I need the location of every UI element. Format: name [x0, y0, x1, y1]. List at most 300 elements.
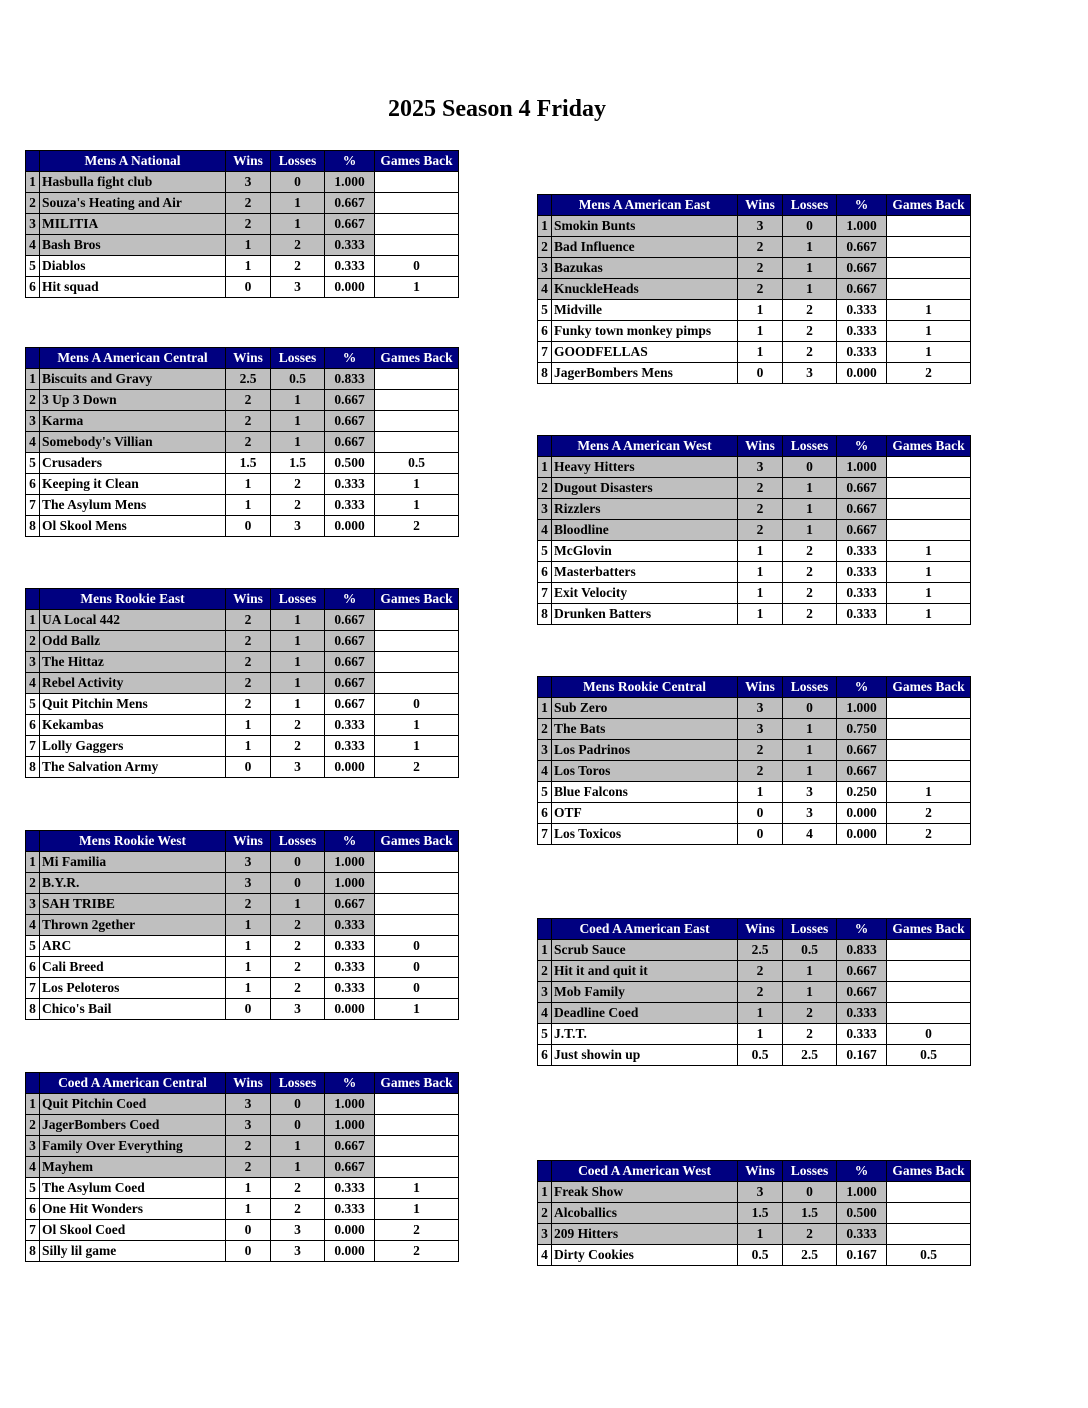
- table-row: [26, 610, 459, 631]
- header-wins: Wins: [226, 831, 271, 852]
- rank-cell: 1: [538, 940, 552, 961]
- pct-cell: 0.333: [325, 978, 375, 999]
- losses-cell: 2: [783, 541, 837, 562]
- pct-cell: 0.667: [325, 673, 375, 694]
- rank-cell: 6: [538, 562, 552, 583]
- rank-cell: 6: [26, 715, 40, 736]
- losses-cell: 1: [271, 1157, 325, 1178]
- games-back-cell: 2: [887, 363, 971, 384]
- team-name-cell: Bazukas: [552, 258, 738, 279]
- games-back-cell: [375, 369, 459, 390]
- header-row: [538, 677, 971, 698]
- games-back-cell: [887, 237, 971, 258]
- wins-cell: 3: [738, 457, 783, 478]
- wins-cell: 2: [226, 214, 271, 235]
- table-row: [26, 715, 459, 736]
- team-name-cell: Lolly Gaggers: [40, 736, 226, 757]
- losses-cell: 2: [271, 957, 325, 978]
- games-back-cell: 2: [375, 757, 459, 778]
- rank-cell: 6: [538, 321, 552, 342]
- header-pct: %: [837, 436, 887, 457]
- wins-cell: 1: [226, 936, 271, 957]
- table-row: [538, 237, 971, 258]
- team-name-cell: Midville: [552, 300, 738, 321]
- team-name-cell: GOODFELLAS: [552, 342, 738, 363]
- rank-cell: 5: [26, 453, 40, 474]
- team-name-cell: Hit it and quit it: [552, 961, 738, 982]
- header-pct: %: [837, 195, 887, 216]
- losses-cell: 1: [783, 258, 837, 279]
- losses-cell: 1: [271, 390, 325, 411]
- table-title: Mens Rookie East: [40, 589, 226, 610]
- pct-cell: 0.667: [325, 432, 375, 453]
- wins-cell: 2: [738, 258, 783, 279]
- team-name-cell: Rebel Activity: [40, 673, 226, 694]
- games-back-cell: [375, 852, 459, 873]
- team-name-cell: Freak Show: [552, 1182, 738, 1203]
- games-back-cell: [375, 873, 459, 894]
- pct-cell: 0.667: [837, 982, 887, 1003]
- team-name-cell: 3 Up 3 Down: [40, 390, 226, 411]
- team-name-cell: Sub Zero: [552, 698, 738, 719]
- team-name-cell: Los Toxicos: [552, 824, 738, 845]
- rank-cell: 2: [538, 719, 552, 740]
- rank-cell: 2: [26, 631, 40, 652]
- rank-cell: 3: [538, 982, 552, 1003]
- games-back-cell: [887, 961, 971, 982]
- pct-cell: 0.667: [837, 740, 887, 761]
- team-name-cell: MILITIA: [40, 214, 226, 235]
- games-back-cell: 0: [375, 694, 459, 715]
- header-row: [538, 919, 971, 940]
- table-row: [538, 1182, 971, 1203]
- games-back-cell: [887, 216, 971, 237]
- wins-cell: 1: [738, 562, 783, 583]
- table-title: Mens Rookie Central: [552, 677, 738, 698]
- table-row: [26, 214, 459, 235]
- pct-cell: 0.167: [837, 1245, 887, 1266]
- team-name-cell: UA Local 442: [40, 610, 226, 631]
- losses-cell: 2: [783, 342, 837, 363]
- table-row: [538, 258, 971, 279]
- losses-cell: 0: [783, 216, 837, 237]
- pct-cell: 0.667: [325, 1136, 375, 1157]
- team-name-cell: Odd Ballz: [40, 631, 226, 652]
- table-row: [26, 1115, 459, 1136]
- losses-cell: 1: [783, 499, 837, 520]
- wins-cell: 2: [226, 694, 271, 715]
- team-name-cell: Deadline Coed: [552, 1003, 738, 1024]
- pct-cell: 0.667: [837, 961, 887, 982]
- table-row: [26, 193, 459, 214]
- pct-cell: 1.000: [325, 1094, 375, 1115]
- team-name-cell: Somebody's Villian: [40, 432, 226, 453]
- rank-cell: 7: [26, 736, 40, 757]
- team-name-cell: Diablos: [40, 256, 226, 277]
- rank-cell: 2: [26, 390, 40, 411]
- header-rank-cell: [26, 1073, 40, 1094]
- team-name-cell: Alcoballics: [552, 1203, 738, 1224]
- team-name-cell: KnuckleHeads: [552, 279, 738, 300]
- table-row: [26, 736, 459, 757]
- rank-cell: 7: [538, 824, 552, 845]
- table-row: [26, 873, 459, 894]
- rank-cell: 5: [538, 782, 552, 803]
- rank-cell: 5: [26, 1178, 40, 1199]
- pct-cell: 0.333: [325, 715, 375, 736]
- pct-cell: 0.333: [837, 300, 887, 321]
- pct-cell: 0.500: [325, 453, 375, 474]
- table-row: [26, 1199, 459, 1220]
- losses-cell: 2: [271, 736, 325, 757]
- losses-cell: 2: [271, 235, 325, 256]
- rank-cell: 8: [26, 999, 40, 1020]
- header-wins: Wins: [738, 1161, 783, 1182]
- table-row: [538, 824, 971, 845]
- rank-cell: 1: [26, 1094, 40, 1115]
- games-back-cell: 1: [887, 782, 971, 803]
- games-back-cell: [375, 1115, 459, 1136]
- games-back-cell: 0.5: [375, 453, 459, 474]
- table-row: [26, 411, 459, 432]
- table-row: [538, 541, 971, 562]
- rank-cell: 5: [26, 936, 40, 957]
- losses-cell: 2: [783, 321, 837, 342]
- wins-cell: 2: [738, 520, 783, 541]
- table-row: [26, 256, 459, 277]
- losses-cell: 1: [271, 652, 325, 673]
- pct-cell: 0.333: [325, 256, 375, 277]
- header-losses: Losses: [783, 436, 837, 457]
- games-back-cell: [375, 193, 459, 214]
- wins-cell: 1.5: [226, 453, 271, 474]
- pct-cell: 0.000: [325, 277, 375, 298]
- table-title: Mens A American West: [552, 436, 738, 457]
- header-rank-cell: [26, 589, 40, 610]
- wins-cell: 2: [226, 610, 271, 631]
- pct-cell: 1.000: [837, 698, 887, 719]
- table-mens-a-american-west: [537, 435, 971, 625]
- losses-cell: 1.5: [783, 1203, 837, 1224]
- wins-cell: 2: [738, 761, 783, 782]
- table-row: [26, 516, 459, 537]
- table-row: [538, 782, 971, 803]
- games-back-cell: 2: [375, 1220, 459, 1241]
- wins-cell: 1: [738, 300, 783, 321]
- team-name-cell: Ol Skool Coed: [40, 1220, 226, 1241]
- games-back-cell: 1: [887, 342, 971, 363]
- table-title: Mens A American Central: [40, 348, 226, 369]
- wins-cell: 1: [226, 915, 271, 936]
- wins-cell: 2: [226, 390, 271, 411]
- pct-cell: 0.667: [837, 520, 887, 541]
- rank-cell: 1: [26, 852, 40, 873]
- team-name-cell: Cali Breed: [40, 957, 226, 978]
- games-back-cell: [887, 698, 971, 719]
- table-row: [26, 652, 459, 673]
- games-back-cell: [375, 235, 459, 256]
- losses-cell: 0: [783, 698, 837, 719]
- table-row: [26, 852, 459, 873]
- losses-cell: 2.5: [783, 1245, 837, 1266]
- pct-cell: 0.000: [325, 999, 375, 1020]
- pct-cell: 0.000: [837, 803, 887, 824]
- table-row: [26, 1220, 459, 1241]
- team-name-cell: Drunken Batters: [552, 604, 738, 625]
- header-pct: %: [837, 919, 887, 940]
- header-losses: Losses: [271, 1073, 325, 1094]
- pct-cell: 0.667: [325, 214, 375, 235]
- team-name-cell: Rizzlers: [552, 499, 738, 520]
- table-row: [26, 978, 459, 999]
- games-back-cell: 2: [887, 803, 971, 824]
- wins-cell: 0: [226, 999, 271, 1020]
- team-name-cell: Silly lil game: [40, 1241, 226, 1262]
- table-row: [538, 457, 971, 478]
- wins-cell: 3: [226, 1094, 271, 1115]
- losses-cell: 3: [271, 757, 325, 778]
- games-back-cell: [887, 478, 971, 499]
- pct-cell: 0.667: [325, 610, 375, 631]
- games-back-cell: [375, 652, 459, 673]
- team-name-cell: The Asylum Mens: [40, 495, 226, 516]
- losses-cell: 2: [783, 1024, 837, 1045]
- table-row: [538, 300, 971, 321]
- losses-cell: 1: [783, 719, 837, 740]
- pct-cell: 0.333: [325, 936, 375, 957]
- header-losses: Losses: [783, 919, 837, 940]
- losses-cell: 3: [271, 999, 325, 1020]
- losses-cell: 2.5: [783, 1045, 837, 1066]
- header-losses: Losses: [271, 831, 325, 852]
- losses-cell: 3: [783, 803, 837, 824]
- table-row: [538, 363, 971, 384]
- games-back-cell: [375, 673, 459, 694]
- games-back-cell: [375, 390, 459, 411]
- rank-cell: 2: [538, 237, 552, 258]
- standings-table: [537, 676, 971, 845]
- losses-cell: 1: [271, 631, 325, 652]
- header-rank-cell: [26, 831, 40, 852]
- losses-cell: 1: [783, 279, 837, 300]
- table-mens-rookie-central: [537, 676, 971, 845]
- team-name-cell: 209 Hitters: [552, 1224, 738, 1245]
- losses-cell: 2: [271, 474, 325, 495]
- header-rank-cell: [26, 348, 40, 369]
- pct-cell: 0.667: [837, 237, 887, 258]
- header-pct: %: [325, 831, 375, 852]
- team-name-cell: OTF: [552, 803, 738, 824]
- team-name-cell: Quit Pitchin Coed: [40, 1094, 226, 1115]
- header-row: [538, 436, 971, 457]
- wins-cell: 1: [738, 321, 783, 342]
- team-name-cell: Bad Influence: [552, 237, 738, 258]
- games-back-cell: [887, 719, 971, 740]
- rank-cell: 4: [26, 432, 40, 453]
- losses-cell: 0: [271, 1115, 325, 1136]
- wins-cell: 2: [738, 237, 783, 258]
- header-pct: %: [325, 151, 375, 172]
- losses-cell: 1: [783, 478, 837, 499]
- pct-cell: 0.000: [325, 757, 375, 778]
- standings-table: [537, 918, 971, 1066]
- rank-cell: 1: [26, 369, 40, 390]
- games-back-cell: 1: [887, 541, 971, 562]
- rank-cell: 5: [538, 300, 552, 321]
- table-title: Mens A National: [40, 151, 226, 172]
- table-row: [26, 894, 459, 915]
- wins-cell: 1: [226, 235, 271, 256]
- pct-cell: 0.333: [837, 562, 887, 583]
- table-row: [26, 1241, 459, 1262]
- rank-cell: 1: [538, 457, 552, 478]
- header-pct: %: [837, 677, 887, 698]
- table-row: [538, 719, 971, 740]
- team-name-cell: Chico's Bail: [40, 999, 226, 1020]
- losses-cell: 0: [783, 457, 837, 478]
- team-name-cell: SAH TRIBE: [40, 894, 226, 915]
- rank-cell: 6: [538, 803, 552, 824]
- team-name-cell: Quit Pitchin Mens: [40, 694, 226, 715]
- games-back-cell: [375, 894, 459, 915]
- losses-cell: 4: [783, 824, 837, 845]
- games-back-cell: 1: [375, 999, 459, 1020]
- team-name-cell: Ol Skool Mens: [40, 516, 226, 537]
- team-name-cell: B.Y.R.: [40, 873, 226, 894]
- rank-cell: 4: [26, 915, 40, 936]
- table-row: [538, 520, 971, 541]
- games-back-cell: [887, 258, 971, 279]
- losses-cell: 2: [271, 915, 325, 936]
- wins-cell: 2: [738, 499, 783, 520]
- table-row: [538, 1203, 971, 1224]
- table-mens-rookie-west: [25, 830, 459, 1020]
- wins-cell: 2: [226, 1136, 271, 1157]
- pct-cell: 0.000: [325, 516, 375, 537]
- team-name-cell: Los Padrinos: [552, 740, 738, 761]
- wins-cell: 0: [226, 1241, 271, 1262]
- table-row: [26, 936, 459, 957]
- pct-cell: 1.000: [325, 1115, 375, 1136]
- losses-cell: 2: [783, 583, 837, 604]
- games-back-cell: [887, 1182, 971, 1203]
- table-row: [26, 235, 459, 256]
- wins-cell: 3: [226, 873, 271, 894]
- games-back-cell: [375, 915, 459, 936]
- rank-cell: 5: [538, 1024, 552, 1045]
- games-back-cell: 2: [375, 1241, 459, 1262]
- losses-cell: 2: [271, 256, 325, 277]
- games-back-cell: [887, 761, 971, 782]
- losses-cell: 1: [271, 193, 325, 214]
- pct-cell: 0.667: [325, 411, 375, 432]
- pct-cell: 1.000: [325, 172, 375, 193]
- pct-cell: 0.333: [837, 583, 887, 604]
- team-name-cell: Kekambas: [40, 715, 226, 736]
- pct-cell: 0.500: [837, 1203, 887, 1224]
- table-title: Mens Rookie West: [40, 831, 226, 852]
- losses-cell: 3: [271, 1220, 325, 1241]
- table-row: [26, 495, 459, 516]
- rank-cell: 2: [26, 1115, 40, 1136]
- rank-cell: 3: [26, 652, 40, 673]
- wins-cell: 1: [738, 1024, 783, 1045]
- header-games-back: Games Back: [887, 919, 971, 940]
- team-name-cell: Masterbatters: [552, 562, 738, 583]
- losses-cell: 0: [271, 172, 325, 193]
- losses-cell: 1: [271, 894, 325, 915]
- rank-cell: 8: [538, 604, 552, 625]
- games-back-cell: [375, 432, 459, 453]
- losses-cell: 1: [271, 432, 325, 453]
- pct-cell: 0.667: [837, 499, 887, 520]
- wins-cell: 3: [738, 216, 783, 237]
- wins-cell: 3: [226, 172, 271, 193]
- header-wins: Wins: [738, 919, 783, 940]
- header-rank-cell: [538, 436, 552, 457]
- header-games-back: Games Back: [375, 1073, 459, 1094]
- losses-cell: 2: [783, 300, 837, 321]
- rank-cell: 7: [538, 583, 552, 604]
- wins-cell: 0: [226, 516, 271, 537]
- losses-cell: 1: [783, 982, 837, 1003]
- table-row: [26, 277, 459, 298]
- games-back-cell: [887, 1224, 971, 1245]
- table-coed-a-american-east: [537, 918, 971, 1066]
- team-name-cell: Funky town monkey pimps: [552, 321, 738, 342]
- losses-cell: 3: [783, 782, 837, 803]
- table-row: [26, 631, 459, 652]
- wins-cell: 1: [738, 541, 783, 562]
- wins-cell: 3: [226, 1115, 271, 1136]
- losses-cell: 3: [271, 1241, 325, 1262]
- table-row: [26, 757, 459, 778]
- rank-cell: 2: [538, 1203, 552, 1224]
- table-title: Coed A American West: [552, 1161, 738, 1182]
- rank-cell: 3: [26, 894, 40, 915]
- wins-cell: 1: [226, 1178, 271, 1199]
- rank-cell: 4: [538, 520, 552, 541]
- games-back-cell: 1: [887, 604, 971, 625]
- team-name-cell: JagerBombers Mens: [552, 363, 738, 384]
- table-row: [538, 1224, 971, 1245]
- table-title: Coed A American Central: [40, 1073, 226, 1094]
- pct-cell: 0.667: [325, 652, 375, 673]
- team-name-cell: Los Toros: [552, 761, 738, 782]
- header-games-back: Games Back: [375, 151, 459, 172]
- wins-cell: 2: [738, 478, 783, 499]
- rank-cell: 1: [538, 216, 552, 237]
- standings-table: [537, 1160, 971, 1266]
- team-name-cell: Los Peloteros: [40, 978, 226, 999]
- losses-cell: 0.5: [783, 940, 837, 961]
- table-row: [538, 279, 971, 300]
- standings-table: [537, 194, 971, 384]
- table-mens-a-american-central: [25, 347, 459, 537]
- team-name-cell: Keeping it Clean: [40, 474, 226, 495]
- header-pct: %: [837, 1161, 887, 1182]
- table-row: [538, 1245, 971, 1266]
- games-back-cell: [375, 1136, 459, 1157]
- table-row: [26, 1157, 459, 1178]
- table-row: [538, 803, 971, 824]
- games-back-cell: [887, 940, 971, 961]
- team-name-cell: Crusaders: [40, 453, 226, 474]
- rank-cell: 2: [26, 193, 40, 214]
- table-row: [538, 1003, 971, 1024]
- losses-cell: 2: [783, 562, 837, 583]
- header-row: [538, 1161, 971, 1182]
